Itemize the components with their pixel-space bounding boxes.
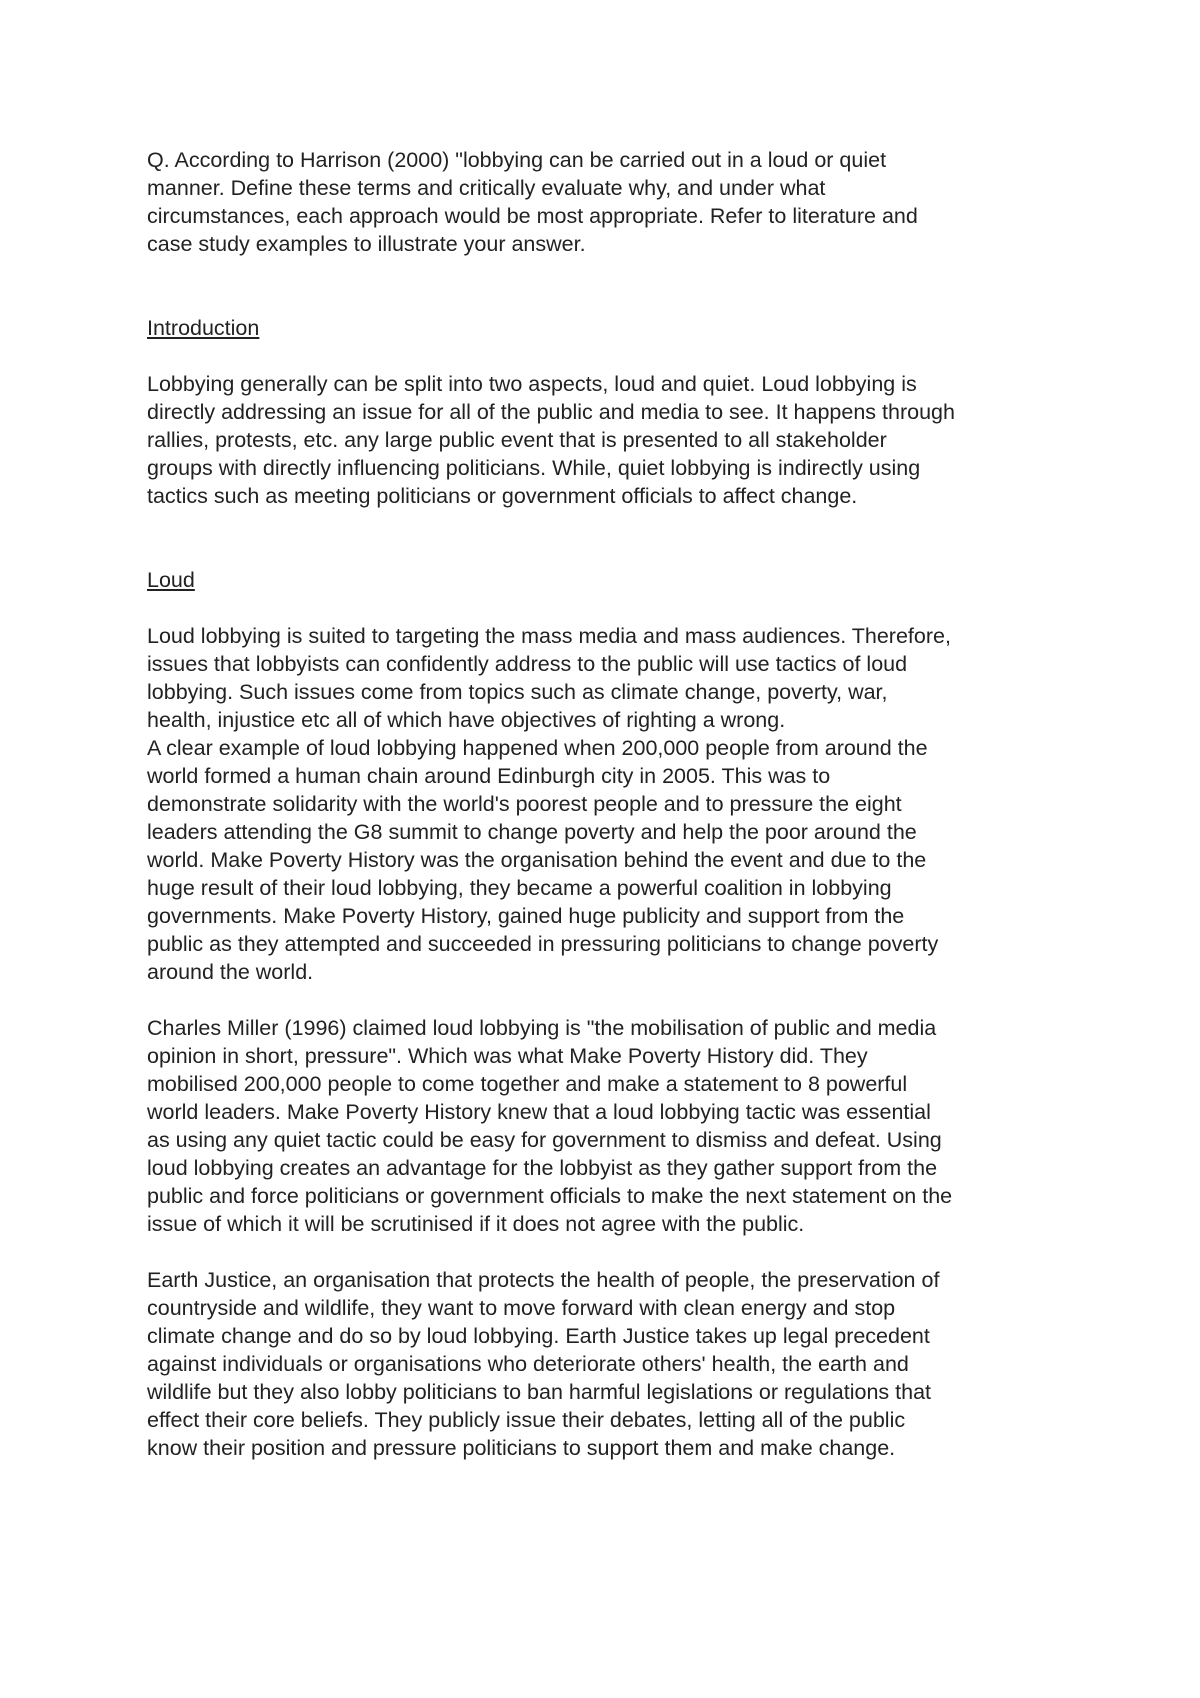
loud-paragraph-1: Loud lobbying is suited to targeting the mass media and mass audiences. Therefore, issues that lobbyists can confidently address to the public will use tactics of loud lobbying. Such issues come from topics such as climate change, poverty, war, health, injustice etc all of which have objectives of righting a wrong. A clear example of loud lobbying happened when 200,000 people from around the world formed a human chain around Edinburgh city in 2005. This was to demonstrate solidarity with the world's poorest people and to pressure the eight leaders attending the G8 summit to change poverty and help the poor around the world. Make Poverty History was the organisation behind the event and due to the huge result of their loud lobbying, they became a powerful coalition in lobbying governments. Make Poverty History, gained huge publicity and support from the public as they attempted and succeeded in pressuring politicians to change poverty around the world. [147,624,951,984]
loud-paragraph-3: Earth Justice, an organisation that protects the health of people, the preservation of countryside and wildlife, they want to move forward with clean energy and stop climate change and do so by loud lobbying. Earth Justice takes up legal precedent against individuals or organisations who deteriorate others' health, the earth and wildlife but they also lobby politicians to ban harmful legislations or regulations that effect their core beliefs. They publicly issue their debates, letting all of the public know their position and pressure politicians to support them and make change. [147,1268,940,1460]
loud-paragraph-2: Charles Miller (1996) claimed loud lobbying is "the mobilisation of public and media opinion in short, pressure". Which was what Make Poverty History did. They mobilised 200,000 people to come together and make a statement to 8 powerful world leaders. Make Poverty History knew that a loud lobbying tactic was essential as using any quiet tactic could be easy for government to dismiss and defeat. Using loud lobbying creates an advantage for the lobbyist as they gather support from the public and force politicians or government officials to make the next statement on the issue of which it will be scrutinised if it does not agree with the public. [147,1016,953,1236]
section-heading-introduction: Introduction [147,316,260,340]
section-heading-loud: Loud [147,568,195,592]
essay-question: Q. According to Harrison (2000) "lobbying can be carried out in a loud or quiet manner. Define these terms and critically evaluate why, and under what circumstances, each approach would be most appropriate. Refer to literature and case study examples to illustrate your answer. [147,148,918,256]
document-body [147,146,1067,1490]
introduction-paragraph: Lobbying generally can be split into two aspects, loud and quiet. Loud lobbying is directly addressing an issue for all of the public and media to see. It happens through rallies, protests, etc. any large public event that is presented to all stakeholder groups with directly influencing politicians. While, quiet lobbying is indirectly using tactics such as meeting politicians or government officials to affect change. [147,372,955,508]
